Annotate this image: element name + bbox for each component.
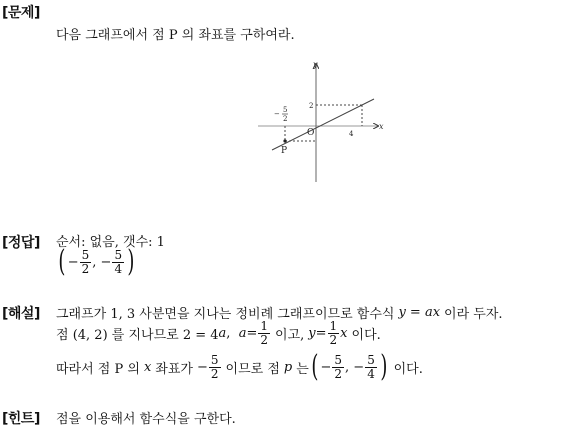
problem-text: 다음 그래프에서 점 P 의 좌표를 구하여라. <box>56 28 295 43</box>
coordinate-graph <box>250 58 390 188</box>
neg-frac-num: 5 <box>283 106 288 114</box>
answer-line1: 순서: 없음, 갯수: 1 <box>56 235 165 250</box>
answer-num1: 5 <box>81 247 90 262</box>
answer-den1: 2 <box>81 261 90 276</box>
axis-label-x: x <box>379 122 384 131</box>
solution-line1: 그래프가 1, 3 사분면을 지나는 정비례 그래프이므로 함수식 y = ax 이라 두자. <box>56 305 503 322</box>
problem-label: [문제] <box>2 5 40 21</box>
answer-num2: 5 <box>114 247 123 262</box>
neg-sign: − <box>274 110 280 118</box>
hint-label: [힌트] <box>2 411 40 427</box>
answer-label: [정답] <box>2 235 40 251</box>
axis-label-y: y <box>313 60 318 69</box>
hint-text: 점을 이용해서 함수식을 구한다. <box>56 412 236 427</box>
neg-frac-den: 2 <box>283 115 288 123</box>
solution-line2: 점 (4, 2) 를 지나므로 2 = 4 a , a = $\frac{1}{2}$ 이고, y = $\frac{1}{2}$ x 이다. <box>56 319 381 347</box>
solution-label: [해설] <box>2 306 40 322</box>
tick-label-y2: 2 <box>309 102 314 110</box>
solution-line3: 따라서 점 P 의 x 좌표가 − $\frac{5}{2}$ 이므로 점 p 는 ( − $\frac{5}{2}$ , − $\frac{5}{4}$ ) 이다. <box>56 349 423 384</box>
answer-den2: 4 <box>114 261 123 276</box>
point-label-p: P <box>281 146 288 156</box>
answer-coordinate: ( − $\frac{5}{2}$ , − $\frac{5}{4}$ ) <box>58 244 135 279</box>
point-p <box>283 139 286 142</box>
origin-label: O <box>307 128 315 138</box>
tick-label-x4: 4 <box>349 130 354 138</box>
